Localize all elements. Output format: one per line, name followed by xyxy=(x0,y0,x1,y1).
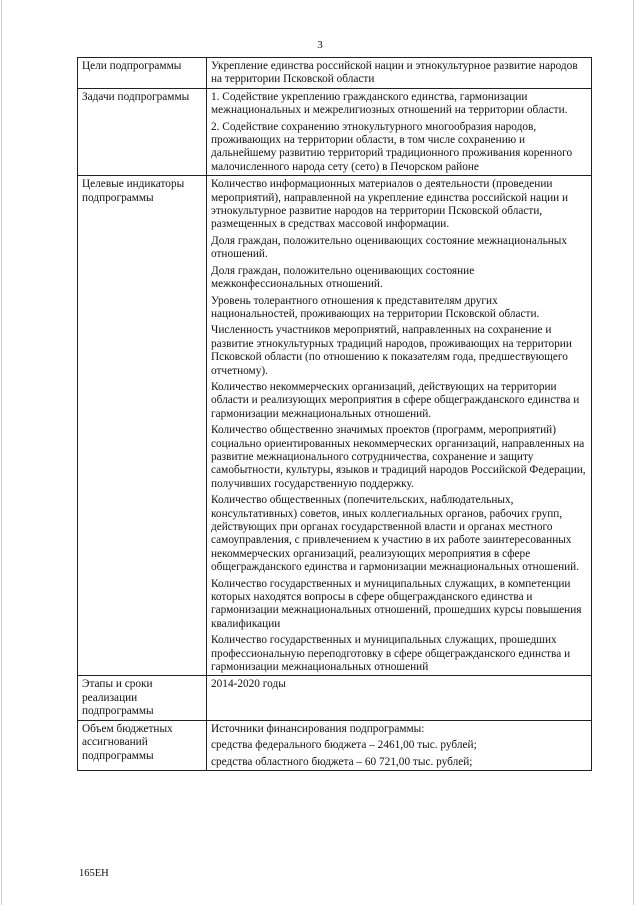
row-content xyxy=(207,720,592,770)
table-row xyxy=(78,58,592,89)
table-body xyxy=(78,58,592,771)
content-paragraph: Количество информационных материалов о деятельности (проведении мероприятий), направленной на укрепление единства российской нации и этнокультурное развитие народов на территории Псковской области, размещенных в средствах массовой информации. xyxy=(211,178,569,231)
content-paragraph: 2014-2020 годы xyxy=(211,678,286,691)
row-label: Объем бюджетных ассигнований подпрограммы xyxy=(78,720,207,770)
row-label: Этапы и сроки реализации подпрограммы xyxy=(78,676,207,720)
row-content xyxy=(207,176,592,676)
content-paragraph: Количество государственных и муниципальных служащих, прошедших профессиональную переподготовку в сфере общегражданского единства и гармонизации межнациональных отношений xyxy=(211,634,571,674)
content-paragraph: средства федерального бюджета – 2461,00 тыс. рублей; xyxy=(211,739,477,752)
content-paragraph: Количество государственных и муниципальных служащих, в компетенции которых находятся вопросы в сфере общегражданского единства и гармонизации межнациональных отношений, прошедших курсы повышения квалификации xyxy=(211,577,582,630)
content-paragraph: Доля граждан, положительно оценивающих состояние межнациональных отношений. xyxy=(211,234,568,261)
content-paragraph: Количество общественно значимых проектов (программ, мероприятий) социально ориентированных некоммерческих организаций, направленных на развитие межнационального сотрудничества, сохранение и защиту самобытности, культуры, языков и традиций народов Российской Федерации, получивших государственную поддержку. xyxy=(211,424,586,490)
row-label: Целевые индикаторы подпрограммы xyxy=(78,176,207,676)
content-paragraph: Количество некоммерческих организаций, действующих на территории области и реализующих мероприятия в сфере общегражданского единства и гармонизации межнациональных отношений. xyxy=(211,380,580,420)
content-paragraph: Доля граждан, положительно оценивающих состояние межконфессиональных отношений. xyxy=(211,264,475,291)
content-paragraph: 2. Содействие сохранению этнокультурного многообразия народов, проживающих на территории области, в том числе сохранению и дальнейшему развитию территорий традиционного проживания коренного малочисленного народа сету (сето) в Печорском районе xyxy=(211,120,573,173)
table-row xyxy=(78,88,592,175)
table-row xyxy=(78,720,592,770)
page-edge-right xyxy=(633,0,634,905)
content-paragraph: средства областного бюджета – 60 721,00 тыс. рублей; xyxy=(211,755,473,768)
content-paragraph: Численность участников мероприятий, направленных на сохранение и развитие этнокультурных традиций народов, проживающих на территории Псковской области (по отношению к показателям года, предшествующего отчетному). xyxy=(211,324,572,377)
document-code: 165EH xyxy=(79,868,109,879)
content-paragraph: 1. Содействие укреплению гражданского единства, гармонизации межнациональных и межрелигиозных отношений на территории области. xyxy=(211,90,568,117)
row-label: Цели подпрограммы xyxy=(78,58,207,89)
row-content xyxy=(207,676,592,720)
row-content xyxy=(207,88,592,175)
content-paragraph: Источники финансирования подпрограммы: xyxy=(211,722,425,735)
content-paragraph: Укрепление единства российской нации и этнокультурное развитие народов на территории Псковской области xyxy=(211,60,578,86)
content-paragraph: Уровень толерантного отношения к представителям других национальностей, проживающих на территории Псковской области. xyxy=(211,294,540,320)
table-row xyxy=(78,176,592,676)
table-row xyxy=(78,676,592,720)
row-label: Задачи подпрограммы xyxy=(78,88,207,175)
page-edge-left xyxy=(1,0,2,905)
row-content xyxy=(207,58,592,89)
page-number: 3 xyxy=(317,39,323,51)
program-passport-table xyxy=(77,57,592,771)
content-paragraph: Количество общественных (попечительских, наблюдательных, консультативных) советов, иных коллегиальных органов, рабочих групп, действующих при органах государственной власти и органах местного самоуправления, с привлечением к участию в их работе заинтересованных некоммерческих организаций, реализующих мероприятия в сфере общегражданского единства и гармонизации межнациональных отношений. xyxy=(211,494,580,574)
